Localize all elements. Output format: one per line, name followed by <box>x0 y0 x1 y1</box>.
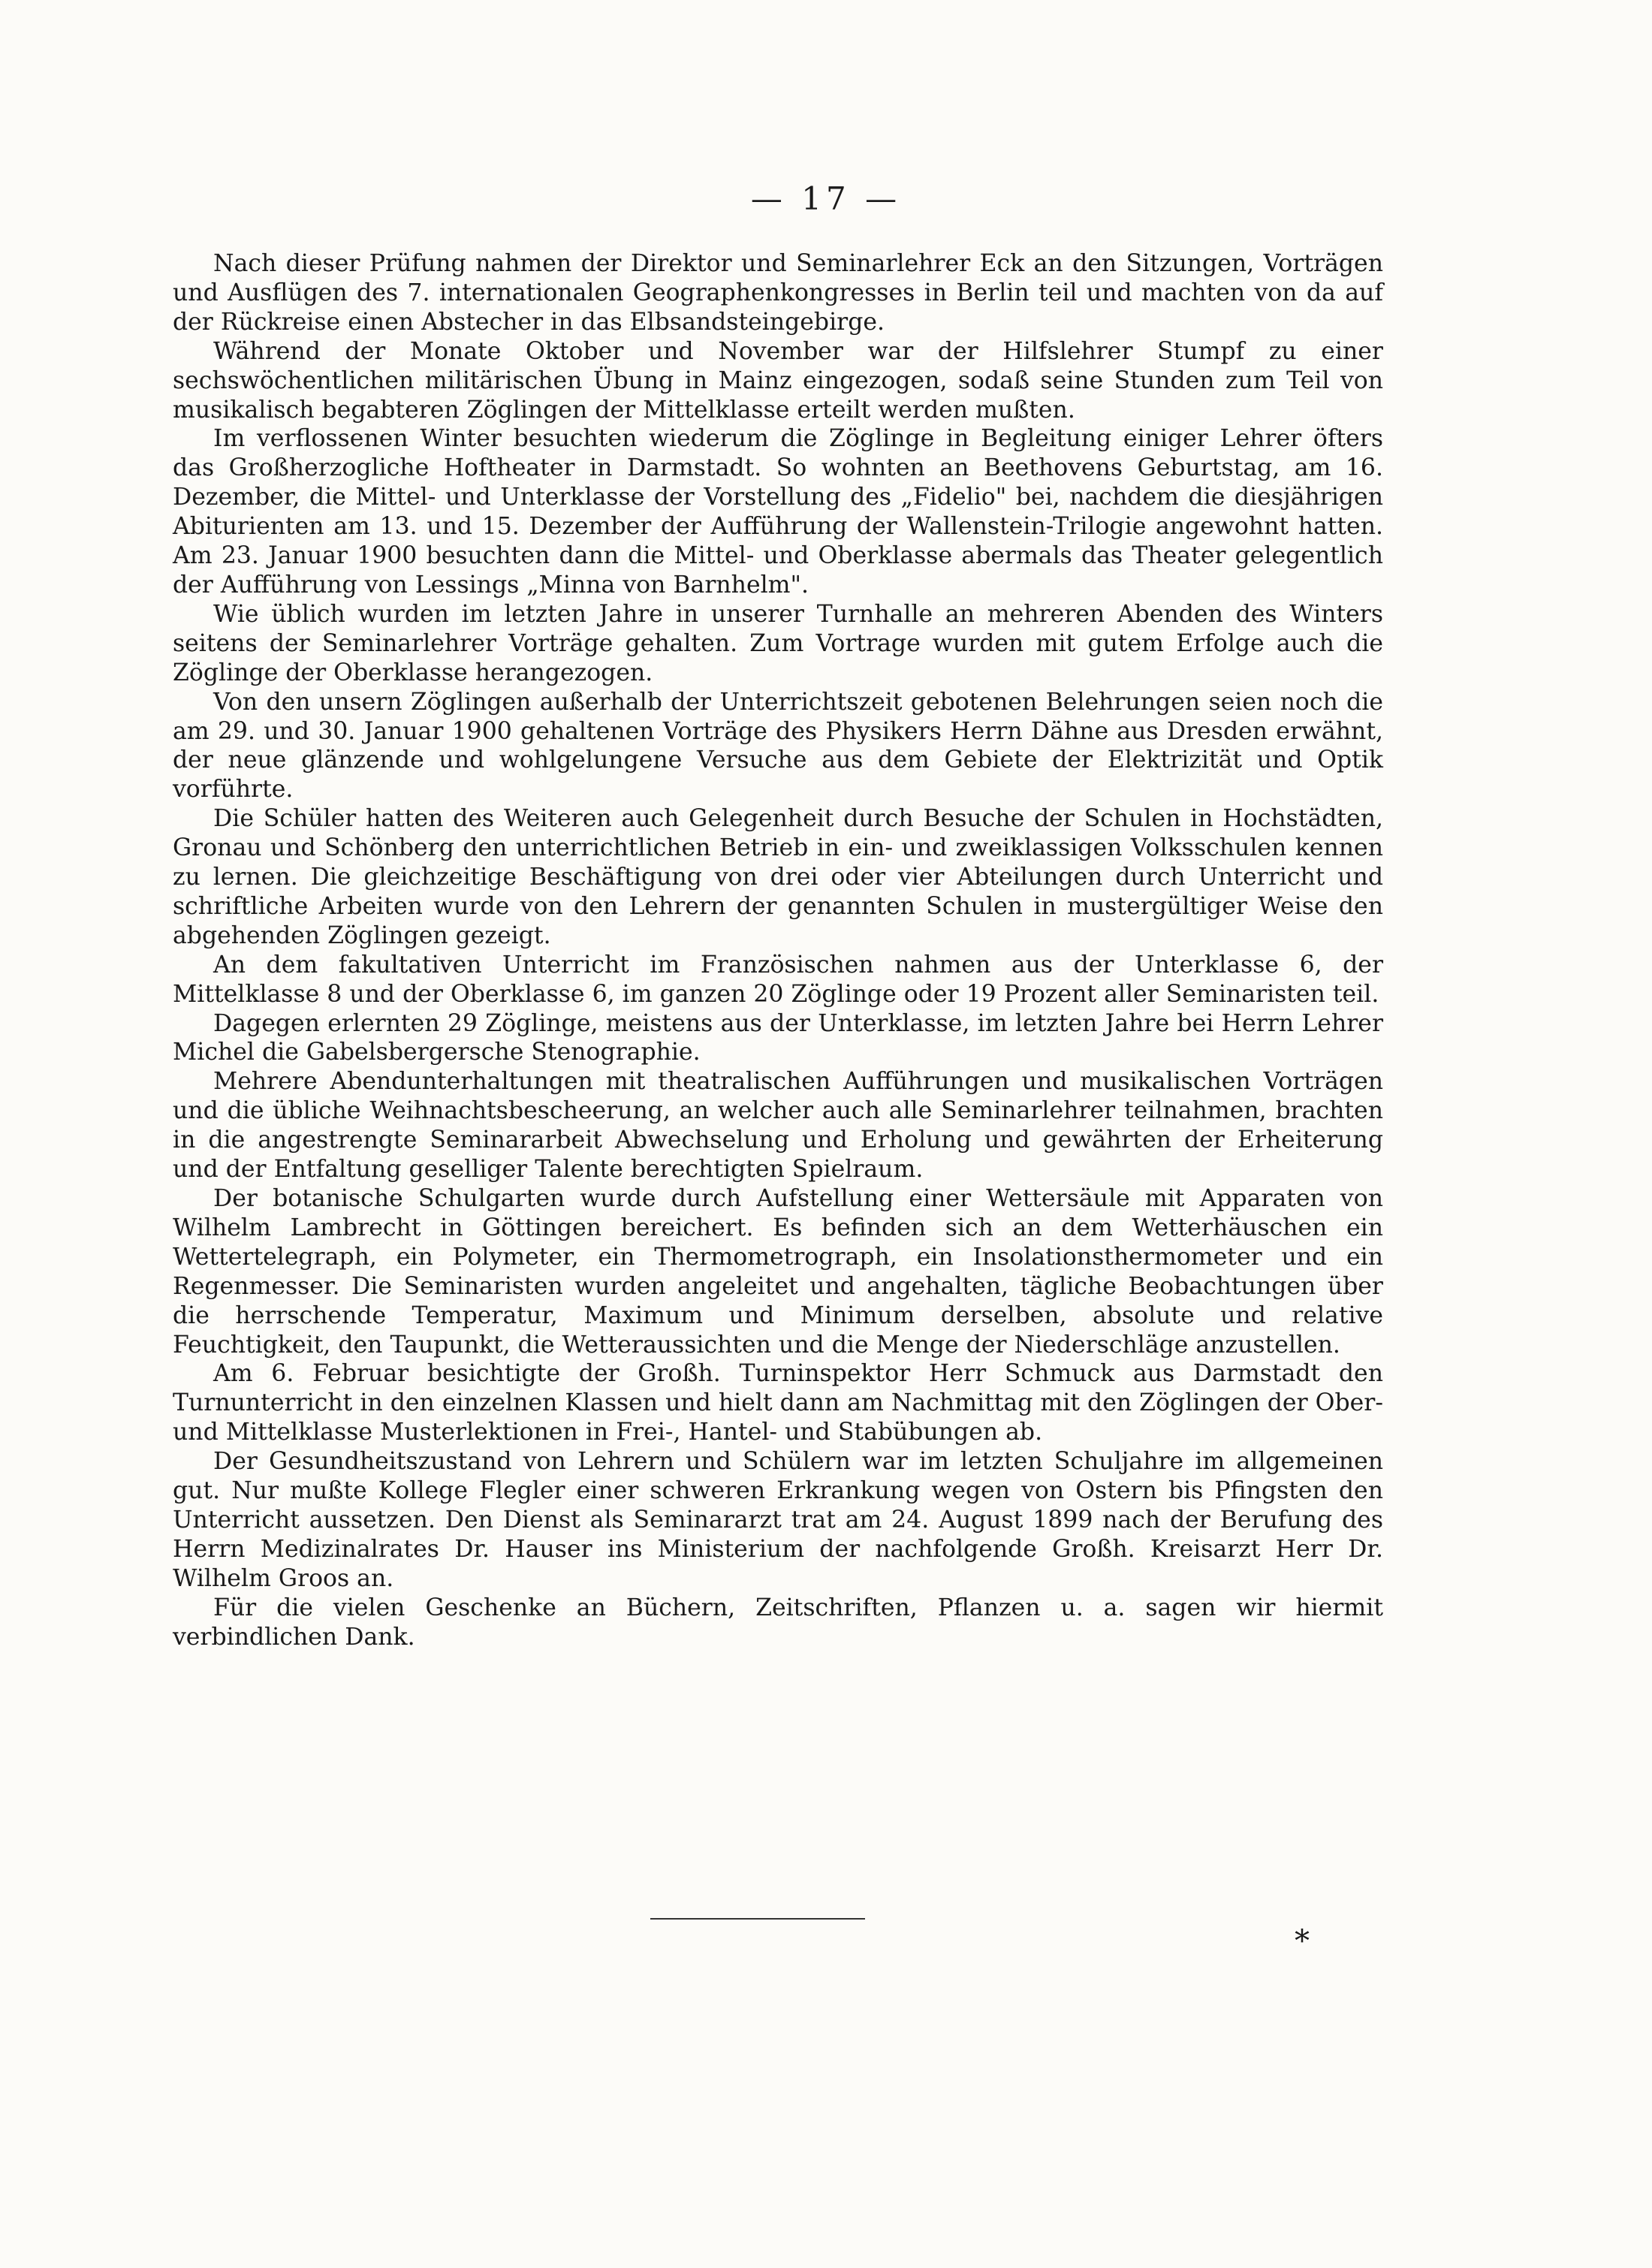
paragraph: Für die vielen Geschenke an Büchern, Zeitschriften, Pflanzen u. a. sagen wir hiermit verbindlichen Dank. <box>173 1594 1383 1651</box>
section-divider <box>650 1918 865 1920</box>
body-text <box>173 249 1383 1652</box>
paragraph: Am 6. Februar besichtigte der Großh. Turninspektor Herr Schmuck aus Darmstadt den Turnunterricht in den einzelnen Klassen und hielt dann am Nachmittag mit den Zöglingen der Ober- und Mittelklasse Musterlektionen in Frei-, Hantel- und Stabübungen ab. <box>173 1360 1383 1446</box>
paragraph: Mehrere Abendunterhaltungen mit theatralischen Aufführungen und musikalischen Vorträgen und die übliche Weihnachtsbescheerung, an welcher auch alle Seminarlehrer teilnahmen, brachten in die angestrengte Seminararbeit Abwechselung und Erholung und gewährten der Erheiterung und der Entfaltung geselliger Talente berechtigten Spielraum. <box>173 1068 1383 1184</box>
paragraph: Dagegen erlernten 29 Zöglinge, meistens aus der Unterklasse, im letzten Jahre bei Herrn Lehrer Michel die Gabelsbergersche Stenographie. <box>173 1009 1383 1066</box>
asterisk-mark: * <box>1295 1924 1310 1959</box>
paragraph: An dem fakultativen Unterricht im Französischen nahmen aus der Unterklasse 6, der Mittelklasse 8 und der Oberklasse 6, im ganzen 20 Zöglinge oder 19 Prozent aller Seminaristen teil. <box>173 951 1383 1008</box>
paragraph: Von den unsern Zöglingen außerhalb der Unterrichtszeit gebotenen Belehrungen seien noch die am 29. und 30. Januar 1900 gehaltenen Vorträge des Physikers Herrn Dähne aus Dresden erwähnt, der neue glänzende und wohlgelungene Versuche aus dem Gebiete der Elektrizität und Optik vorführte. <box>173 688 1383 804</box>
page-number: — 17 — <box>750 180 902 217</box>
paragraph: Wie üblich wurden im letzten Jahre in unserer Turnhalle an mehreren Abenden des Winters seitens der Seminarlehrer Vorträge gehalten. Zum Vortrage wurden mit gutem Erfolge auch die Zöglinge der Oberklasse herangezogen. <box>173 600 1383 686</box>
paragraph: Nach dieser Prüfung nahmen der Direktor und Seminarlehrer Eck an den Sitzungen, Vorträgen und Ausflügen des 7. internationalen Geographenkongresses in Berlin teil und machten von da auf der Rückreise einen Abstecher in das Elbsandsteingebirge. <box>173 250 1383 336</box>
paragraph: Im verflossenen Winter besuchten wiederum die Zöglinge in Begleitung einiger Lehrer öfters das Großherzogliche Hoftheater in Darmstadt. So wohnten an Beethovens Geburtstag, am 16. Dezember, die Mittel- und Unterklasse der Vorstellung des „Fidelio" bei, nachdem die diesjährigen Abiturienten am 13. und 15. Dezember der Aufführung der Wallenstein-Trilogie angewohnt hatten. Am 23. Januar 1900 besuchten dann die Mittel- und Oberklasse abermals das Theater gelegentlich der Aufführung von Lessings „Minna von Barnhelm". <box>173 425 1383 599</box>
paragraph: Der Gesundheitszustand von Lehrern und Schülern war im letzten Schuljahre im allgemeinen gut. Nur mußte Kollege Flegler einer schweren Erkrankung wegen von Ostern bis Pfingsten den Unterricht aussetzen. Den Dienst als Seminararzt trat am 24. August 1899 nach der Berufung des Herrn Medizinalrates Dr. Hauser ins Ministerium der nachfolgende Großh. Kreisarzt Herr Dr. Wilhelm Groos an. <box>173 1448 1383 1592</box>
paragraph: Während der Monate Oktober und November war der Hilfslehrer Stumpf zu einer sechswöchentlichen militärischen Übung in Mainz eingezogen, sodaß seine Stunden zum Teil von musikalisch begabteren Zöglingen der Mittelklasse erteilt werden mußten. <box>173 337 1383 424</box>
paragraph: Der botanische Schulgarten wurde durch Aufstellung einer Wettersäule mit Apparaten von Wilhelm Lambrecht in Göttingen bereichert. Es befinden sich an dem Wetterhäuschen ein Wettertelegraph, ein Polymeter, ein Thermometrograph, ein Insolationsthermometer und ein Regenmesser. Die Seminaristen wurden angeleitet und angehalten, tägliche Beobachtungen über die herrschende Temperatur, Maximum und Minimum derselben, absolute und relative Feuchtigkeit, den Taupunkt, die Wetteraussichten und die Menge der Niederschläge anzustellen. <box>173 1185 1383 1359</box>
paragraph: Die Schüler hatten des Weiteren auch Gelegenheit durch Besuche der Schulen in Hochstädten, Gronau und Schönberg den unterrichtlichen Betrieb in ein- und zweiklassigen Volksschulen kennen zu lernen. Die gleichzeitige Beschäftigung von drei oder vier Abteilungen durch Unterricht und schriftliche Arbeiten wurde von den Lehrern der genannten Schulen in mustergültiger Weise den abgehenden Zöglingen gezeigt. <box>173 805 1383 949</box>
